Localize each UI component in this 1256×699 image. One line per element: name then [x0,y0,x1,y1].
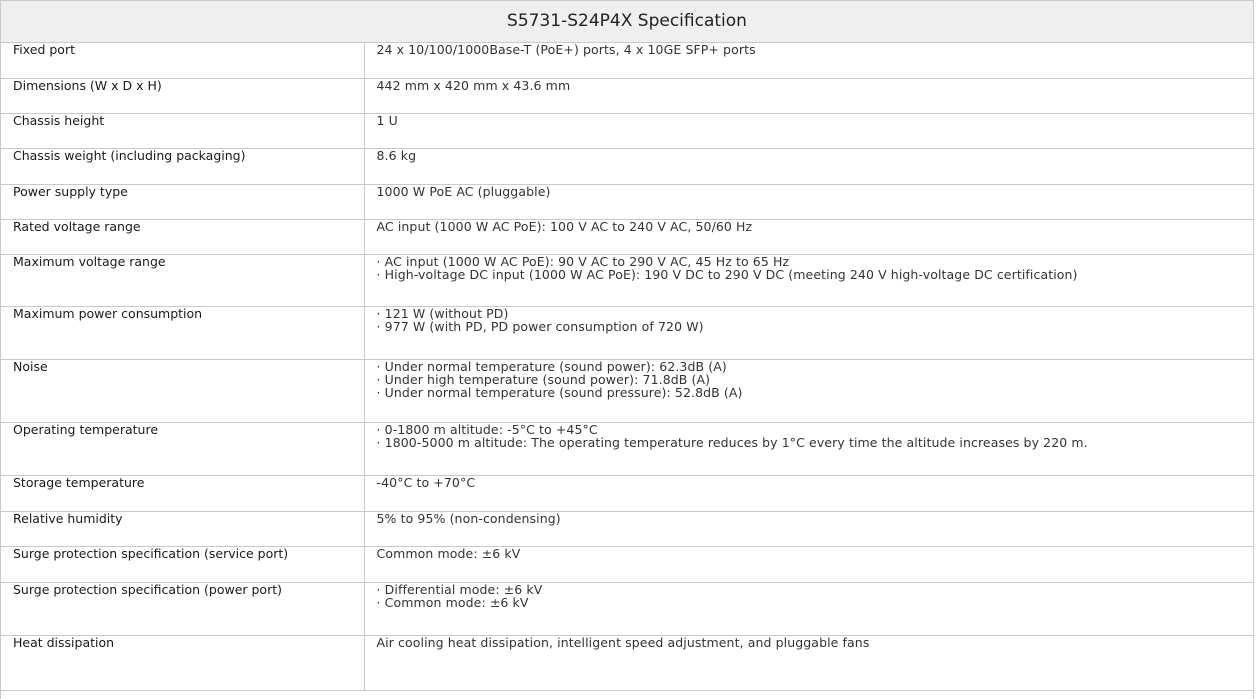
spec-value-cell [364,113,1253,148]
spec-value-line: 24 x 10/100/1000Base-T (PoE+) ports, 4 x 10GE SFP+ ports [376,42,756,57]
spec-key-cell [1,422,364,475]
spec-value-cell [364,475,1253,511]
spec-value-line: · Under normal temperature (sound pressure): 52.8dB (A) [376,384,743,400]
spec-key-cell [1,184,364,219]
spec-value-cell [364,254,1253,306]
spec-value-line: · Differential mode: ±6 kV [376,581,543,597]
spec-value-cell [364,306,1253,359]
spec-value-line: · Under high temperature (sound power): 71.8dB (A) [376,371,711,387]
spec-key: Chassis height [13,112,105,128]
spec-table-title: S5731-S24P4X Specification [1,0,1253,43]
spec-key: Fixed port [13,42,75,57]
spec-key: Maximum power consumption [13,305,203,321]
spec-key: Rated voltage range [13,218,141,234]
spec-value-cell [364,635,1253,690]
spec-value-cell [364,511,1253,546]
spec-key-cell [1,113,364,148]
spec-key-cell [1,546,364,582]
spec-value-line: · 0-1800 m altitude: -5°C to +45°C [376,421,598,437]
spec-key-cell [1,359,364,422]
spec-key-cell [1,635,364,690]
spec-key: Chassis weight (including packaging) [13,147,246,163]
spec-row [1,78,1253,113]
spec-value-cell [364,546,1253,582]
spec-key-cell [1,306,364,359]
spec-row [1,582,1253,635]
spec-key: Heat dissipation [13,634,115,650]
spec-value-line: AC input (1000 W AC PoE): 100 V AC to 240 V AC, 50/60 Hz [376,218,753,234]
spec-key: Operating temperature [13,421,159,437]
spec-key: Surge protection specification (service port) [13,545,289,561]
spec-row [1,635,1253,690]
spec-row [1,219,1253,254]
spec-value-line: · High-voltage DC input (1000 W AC PoE): 190 V DC to 290 V DC (meeting 240 V high-voltage DC certification) [376,266,1078,282]
spec-value-cell [364,219,1253,254]
spec-row [1,306,1253,359]
spec-value-cell [364,184,1253,219]
spec-value-line: · 121 W (without PD) [376,305,509,321]
spec-value-cell [364,359,1253,422]
spec-key-cell [1,582,364,635]
spec-value-line: · Under normal temperature (sound power): 62.3dB (A) [376,358,727,374]
spec-key: Storage temperature [13,474,145,490]
spec-key-cell [1,254,364,306]
spec-value-line: · Common mode: ±6 kV [376,594,529,610]
spec-key-cell [1,148,364,184]
spec-value-cell [364,582,1253,635]
spec-row [1,43,1253,78]
spec-row [1,422,1253,475]
spec-value-line: · 977 W (with PD, PD power consumption of 720 W) [376,318,704,334]
spec-value-cell [364,422,1253,475]
spec-row [1,184,1253,219]
spec-key-cell [1,78,364,113]
spec-value-cell [364,43,1253,78]
spec-row [1,254,1253,306]
spec-row [1,359,1253,422]
spec-row [1,511,1253,546]
spec-value-line: · 1800-5000 m altitude: The operating temperature reduces by 1°C every time the altitude increases by 220 m. [376,434,1088,450]
spec-value-cell [364,78,1253,113]
spec-value-line: 1000 W PoE AC (pluggable) [376,183,551,199]
spec-key: Noise [13,358,48,374]
spec-row [1,113,1253,148]
spec-key: Relative humidity [13,510,123,526]
spec-key-cell [1,43,364,78]
spec-value-line: · AC input (1000 W AC PoE): 90 V AC to 290 V AC, 45 Hz to 65 Hz [376,253,790,269]
spec-row [1,475,1253,511]
spec-key: Surge protection specification (power port) [13,581,282,597]
spec-row [1,546,1253,582]
spec-value-line: Air cooling heat dissipation, intelligent speed adjustment, and pluggable fans [376,634,870,650]
spec-key: Power supply type [13,183,128,199]
spec-value-line: 8.6 kg [376,147,417,163]
spec-value-line: -40°C to +70°C [376,474,476,490]
spec-value-line: 442 mm x 420 mm x 43.6 mm [376,77,571,93]
spec-row [1,148,1253,184]
spec-value-cell [364,148,1253,184]
spec-key: Dimensions (W x D x H) [13,77,162,93]
spec-key-cell [1,475,364,511]
spec-value-line: Common mode: ±6 kV [376,545,521,561]
spec-table [1,43,1253,691]
spec-value-line: 1 U [376,112,398,128]
spec-value-line: 5% to 95% (non-condensing) [376,510,561,526]
spec-key-cell [1,511,364,546]
spec-key-cell [1,219,364,254]
spec-key: Maximum voltage range [13,253,166,269]
spec-table-body [1,43,1253,690]
